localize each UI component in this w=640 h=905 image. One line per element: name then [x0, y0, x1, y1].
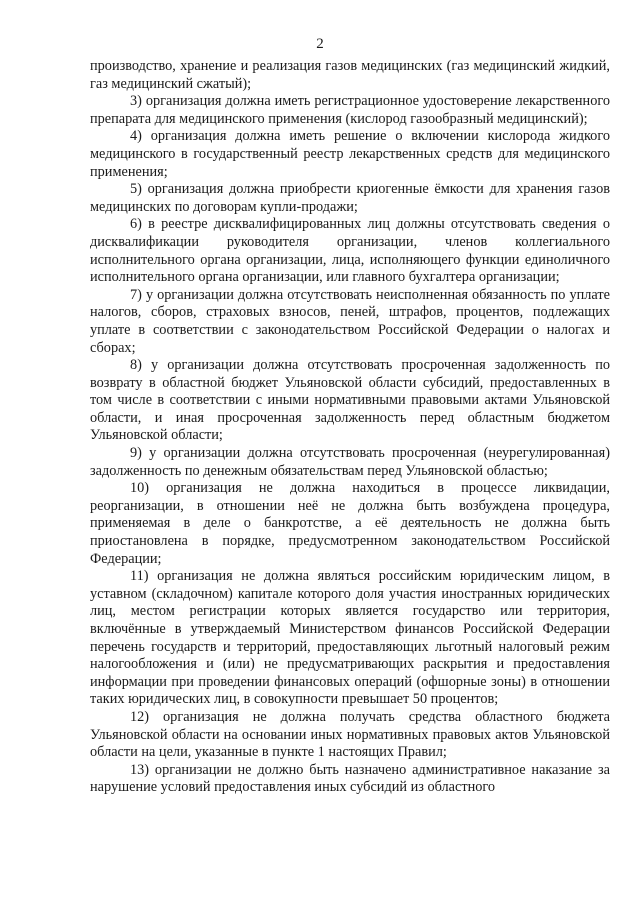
document-body — [90, 58, 610, 797]
paragraph-item-10: 10) организация не должна находиться в процессе ликвидации, реорганизации, в отношении неё не должна быть возбуждена процедура, применяемая в деле о банкротстве, а её деятельность не должна быть приостановлена в порядке, предусмотренном законодательством Российской Федерации; — [90, 480, 610, 567]
paragraph-item-8: 8) у организации должна отсутствовать просроченная задолженность по возврату в областной бюджет Ульяновской области субсидий, предоставленных в том числе в соответствии с иными нормативными правовыми актами Ульяновской области, и иная просроченная задолженность перед областным бюджетом Ульяновской области; — [90, 357, 610, 444]
paragraph-continuation: производство, хранение и реализация газов медицинских (газ медицинский жидкий, газ медицинский сжатый); — [90, 58, 610, 92]
paragraph-item-7: 7) у организации должна отсутствовать неисполненная обязанность по уплате налогов, сборов, страховых взносов, пеней, штрафов, процентов, подлежащих уплате в соответствии с законодательством Российской Федерации о налогах и сборах; — [90, 286, 610, 356]
paragraph-item-6: 6) в реестре дисквалифицированных лиц должны отсутствовать сведения о дисквалификации руководителя организации, членов коллегиального исполнительного органа организации, лица, исполняющего функции единоличного исполнительного органа организации, или главного бухгалтера организации; — [90, 216, 610, 286]
paragraph-item-4: 4) организация должна иметь решение о включении кислорода жидкого медицинского в государственный реестр лекарственных средств для медицинского применения; — [90, 128, 610, 180]
paragraph-item-13: 13) организации не должно быть назначено административное наказание за нарушение условий предоставления иных субсидий из областного — [90, 761, 610, 796]
page-number: 2 — [316, 36, 324, 52]
paragraph-item-11: 11) организация не должна являться российским юридическим лицом, в уставном (складочном) капитале которого доля участия иностранных юридических лиц, местом регистрации которых является государство или территория, включённые в утверждаемый Министерством финансов Российской Федерации перечень государств и территорий, предоставляющих льготный налоговый режим налогообложения и (или) не предусматривающих раскрытия и предоставления информации при проведении финансовых операций (офшорные зоны) в отношении таких юридических лиц, в совокупности превышает 50 процентов; — [90, 568, 610, 708]
paragraph-item-12: 12) организация не должна получать средства областного бюджета Ульяновской области на основании иных нормативных правовых актов Ульяновской области на цели, указанные в пункте 1 настоящих Правил; — [90, 708, 610, 761]
paragraph-item-3: 3) организация должна иметь регистрационное удостоверение лекарственного препарата для медицинского применения (кислород газообразный медицинский); — [90, 93, 610, 127]
paragraph-item-5: 5) организация должна приобрести криогенные ёмкости для хранения газов медицинских по договорам купли-продажи; — [90, 181, 610, 215]
paragraph-item-9: 9) у организации должна отсутствовать просроченная (неурегулированная) задолженность по денежным обязательствам перед Ульяновской областью; — [90, 445, 610, 479]
